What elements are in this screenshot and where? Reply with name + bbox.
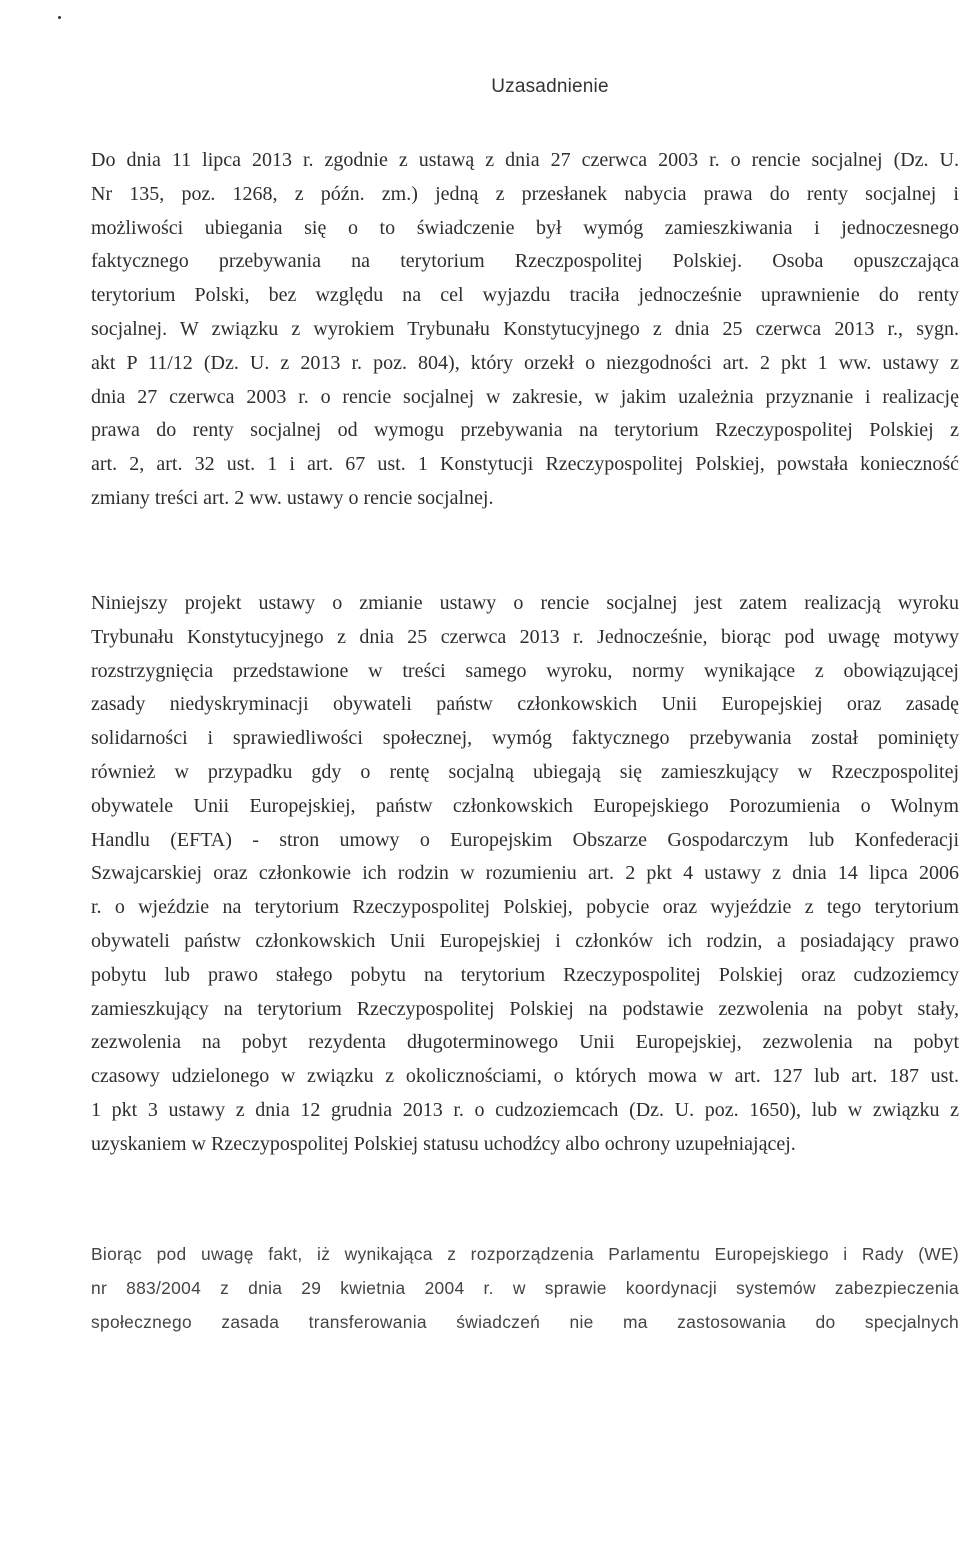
text-line: obywateli państw członkowskich Unii Europejskiej i członków ich rodzin, a posiadający prawo bbox=[91, 929, 959, 952]
text-line: zezwolenia na pobyt rezydenta długoterminowego Unii Europejskiej, zezwolenia na pobyt bbox=[91, 1031, 959, 1054]
text-line: akt P 11/12 (Dz. U. z 2013 r. poz. 804), który orzekł o niezgodności art. 2 pkt 1 ww. ustawy z bbox=[91, 351, 959, 374]
text-line: Handlu (EFTA) - stron umowy o Europejskim Obszarze Gospodarczym lub Konfederacji bbox=[91, 828, 959, 851]
text-line: społecznego zasada transferowania świadczeń nie ma zastosowania do specjalnych bbox=[91, 1311, 959, 1332]
text-line: r. o wjeździe na terytorium Rzeczypospolitej Polskiej, pobycie oraz wyjeździe z tego terytorium bbox=[91, 896, 959, 919]
text-line: socjalnej. W związku z wyrokiem Trybunału Konstytucyjnego z dnia 25 czerwca 2013 r., sygn. bbox=[91, 317, 959, 340]
text-line: obywatele Unii Europejskiej, państw członkowskich Europejskiego Porozumienia o Wolnym bbox=[91, 794, 959, 817]
paragraph-2 bbox=[91, 587, 959, 1162]
text-line: Nr 135, poz. 1268, z późn. zm.) jedną z przesłanek nabycia prawa do renty socjalnej i bbox=[91, 182, 959, 205]
text-line: zamieszkujący na terytorium Rzeczypospolitej Polskiej na podstawie zezwolenia na pobyt stały, bbox=[91, 997, 959, 1020]
text-line: zasady niedyskryminacji obywateli państw członkowskich Unii Europejskiej oraz zasadę bbox=[91, 693, 959, 716]
text-line: 1 pkt 3 ustawy z dnia 12 grudnia 2013 r. o cudzoziemcach (Dz. U. poz. 1650), lub w związku z bbox=[91, 1098, 959, 1121]
scan-speck bbox=[58, 16, 61, 19]
text-line: terytorium Polski, bez względu na cel wyjazdu traciła jednocześnie uprawnienie do renty bbox=[91, 284, 959, 307]
text-line: uzyskaniem w Rzeczypospolitej Polskiej statusu uchodźcy albo ochrony uzupełniającej. bbox=[91, 1132, 796, 1155]
text-line: rozstrzygnięcia przedstawione w treści samego wyroku, normy wynikające z obowiązującej bbox=[91, 659, 959, 682]
text-line: faktycznego przebywania na terytorium Rzeczpospolitej Polskiej. Osoba opuszczająca bbox=[91, 250, 959, 273]
text-line: Biorąc pod uwagę fakt, iż wynikająca z rozporządzenia Parlamentu Europejskiego i Rady (WE) bbox=[91, 1244, 959, 1264]
text-line: prawa do renty socjalnej od wymogu przebywania na terytorium Rzeczypospolitej Polskiej z bbox=[91, 419, 959, 442]
text-line: możliwości ubiegania się o to świadczenie był wymóg zamieszkiwania i jednoczesnego bbox=[91, 216, 959, 239]
paragraph-3 bbox=[91, 1238, 959, 1339]
paragraph-1 bbox=[91, 144, 959, 516]
text-line: nr 883/2004 z dnia 29 kwietnia 2004 r. w sprawie koordynacji systemów zabezpieczenia bbox=[91, 1277, 959, 1298]
text-line: również w przypadku gdy o rentę socjalną ubiegają się zamieszkujący w Rzeczpospolitej bbox=[91, 760, 959, 783]
text-line: Niniejszy projekt ustawy o zmianie ustawy o rencie socjalnej jest zatem realizacją wyroku bbox=[91, 592, 959, 614]
text-line: Trybunału Konstytucyjnego z dnia 25 czerwca 2013 r. Jednocześnie, biorąc pod uwagę motywy bbox=[91, 625, 959, 648]
text-line: pobytu lub prawo stałego pobytu na terytorium Rzeczypospolitej Polskiej oraz cudzoziemcy bbox=[91, 963, 959, 986]
text-line: dnia 27 czerwca 2003 r. o rencie socjalnej w zakresie, w jakim uzależnia przyznanie i realizację bbox=[91, 385, 959, 408]
text-line: solidarności i sprawiedliwości społecznej, wymóg faktycznego przebywania został pominięty bbox=[91, 727, 959, 750]
text-line: czasowy udzielonego w związku z okolicznościami, o których mowa w art. 127 lub art. 187 ust. bbox=[91, 1065, 959, 1088]
text-line: Do dnia 11 lipca 2013 r. zgodnie z ustawą z dnia 27 czerwca 2003 r. o rencie socjalnej (Dz. U. bbox=[91, 149, 959, 171]
text-line: zmiany treści art. 2 ww. ustawy o rencie socjalnej. bbox=[91, 486, 494, 509]
text-line: art. 2, art. 32 ust. 1 i art. 67 ust. 1 Konstytucji Rzeczypospolitej Polskiej, powstała konieczność bbox=[91, 453, 959, 476]
text-line: Szwajcarskiej oraz członkowie ich rodzin w rozumieniu art. 2 pkt 4 ustawy z dnia 14 lipca 2006 bbox=[91, 862, 959, 885]
document-title: Uzasadnienie bbox=[491, 76, 609, 97]
